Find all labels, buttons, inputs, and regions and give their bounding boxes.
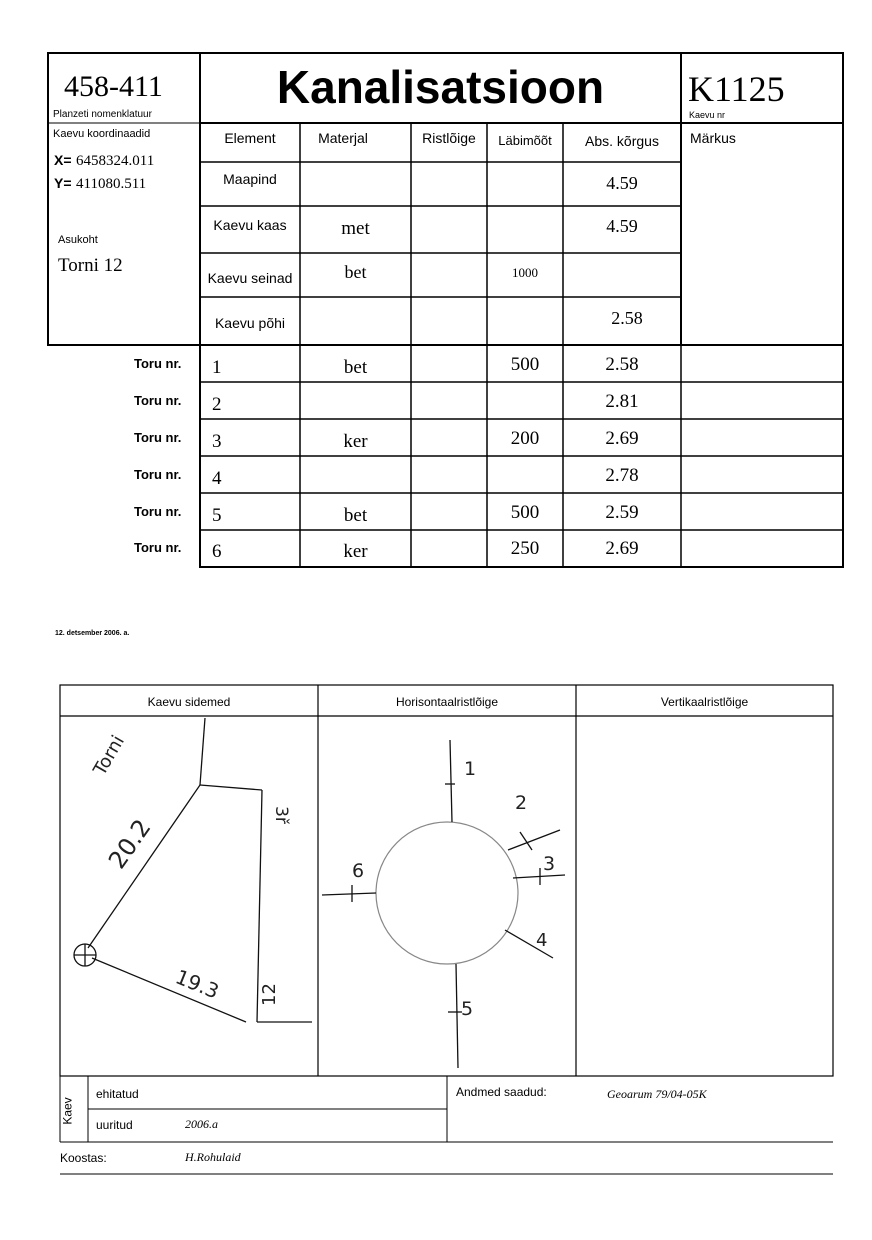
row-element: Kaevu kaas [213,217,287,233]
coordinates-label: Kaevu koordinaadid [53,128,151,140]
page-title: Kanalisatsioon [276,61,605,113]
pipe-diameter: 500 [510,502,540,523]
dim-main: 20.2 [102,814,157,874]
pipe-label: Toru nr. [134,504,182,519]
col-title-vertical: Vertikaalristlõige [660,695,749,709]
pipe-label: Toru nr. [134,430,182,445]
col-header-element: Element [224,130,276,146]
y-value: 411080.511 [76,176,147,192]
location-label: Asukoht [58,234,98,246]
horizontal-section [322,740,565,1068]
pipe-nr: 5 [212,505,222,526]
pipe-material: bet [343,505,368,526]
col-header-diameter: Läbimõõt [498,133,552,148]
pipe-elevation: 2.81 [605,391,639,412]
row-element: Kaevu seinad [207,270,293,286]
row-elevation: 4.59 [606,216,638,236]
col-header-cross-section: Ristlõige [422,130,476,146]
col-header-material: Materjal [318,130,368,146]
row-material: bet [344,262,367,282]
street-note: Torni [89,731,129,780]
hs-pipe-label: 1 [464,758,477,780]
pipe-nr: 1 [212,357,222,378]
col-header-remark: Märkus [690,130,736,146]
compiled-label: Koostas: [60,1151,107,1165]
hs-pipe-label: 5 [461,998,474,1020]
data-source-label: Andmed saadud: [456,1085,547,1099]
surveyed-value: 2006.a [185,1117,218,1131]
x-label: X= [54,152,72,168]
nomenclature-label: Planzeti nomenklatuur [53,109,152,120]
pipe-nr: 2 [212,394,222,415]
document-date: 12. detsember 2006. a. [55,630,130,637]
well-number-value: K1125 [688,69,785,109]
nomenclature-value: 458-411 [64,70,163,103]
row-elevation: 2.58 [611,308,643,328]
kaev-label: Kaev [60,1097,75,1125]
row-elevation: 4.59 [606,173,638,193]
pipe-diameter: 200 [510,428,540,449]
pipe-elevation: 2.58 [605,354,639,375]
pipe-label: Toru nr. [134,393,182,408]
col-header-elevation: Abs. kõrgus [585,133,659,149]
pipe-material: bet [343,357,368,378]
pipe-label: Toru nr. [134,467,182,482]
dim-side: 12 [258,983,280,1006]
row-material: met [341,218,370,239]
pipe-label: Toru nr. [134,356,182,371]
row-diameter: 1000 [512,265,538,280]
dim-top: 3ř [270,806,291,824]
pipe-diameter: 500 [510,354,540,375]
pipe-elevation: 2.69 [605,538,639,559]
pipe-label: Toru nr. [134,540,182,555]
hs-pipe-label: 2 [515,792,528,814]
hs-pipe-label: 3 [543,853,556,875]
y-label: Y= [54,175,72,191]
hs-pipe-label: 4 [536,930,548,951]
x-value: 6458324.011 [76,153,155,169]
col-title-horizontal: Horisontaalristlõige [395,695,499,709]
pipe-material: ker [343,431,368,452]
dim-bottom: 19.3 [172,964,223,1004]
compiled-value: H.Rohulaid [185,1150,241,1164]
pipe-elevation: 2.78 [605,465,639,486]
pipe-material: ker [343,541,368,562]
surveyed-label: uuritud [96,1118,133,1132]
hs-pipe-label: 6 [352,860,365,882]
row-element: Maapind [223,171,277,187]
pipe-nr: 6 [212,541,222,562]
well-number-label: Kaevu nr [689,110,726,120]
pipe-elevation: 2.59 [605,502,639,523]
pipe-nr: 4 [212,468,222,489]
location-value: Torni 12 [58,255,123,276]
row-element: Kaevu põhi [214,315,286,331]
col-title-ties: Kaevu sidemed [147,695,231,709]
pipe-diameter: 250 [510,538,540,559]
built-label: ehitatud [96,1087,139,1101]
data-source-value: Geoarum 79/04-05K [607,1087,707,1101]
pipe-nr: 3 [212,431,222,452]
pipe-elevation: 2.69 [605,428,639,449]
